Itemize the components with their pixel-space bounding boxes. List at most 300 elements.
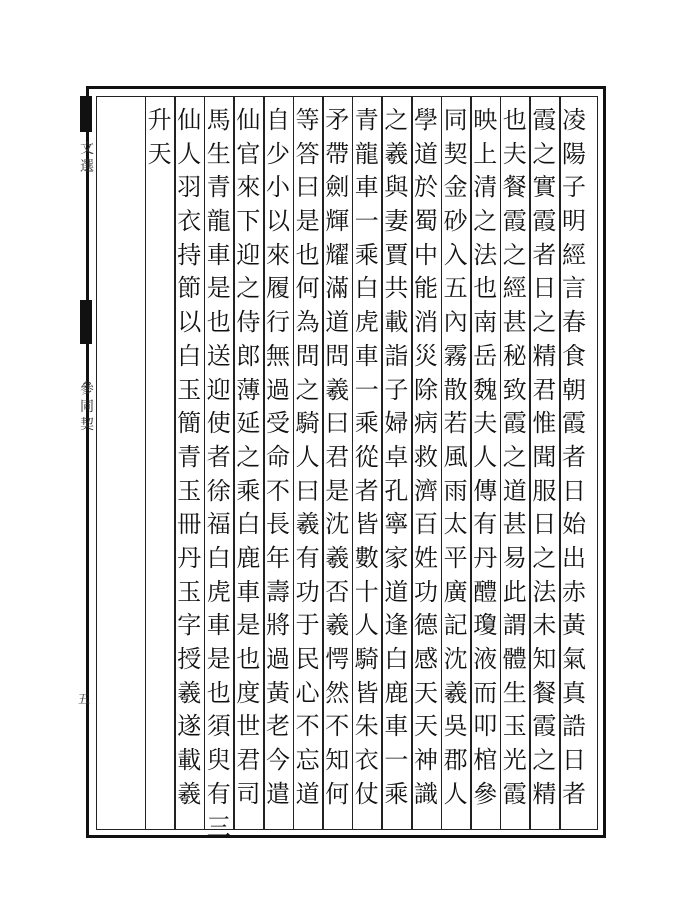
character: 實 bbox=[532, 173, 557, 202]
character: 散 bbox=[443, 375, 468, 404]
character: 白 bbox=[236, 510, 261, 539]
character: 輝 bbox=[325, 207, 350, 236]
character: 朝 bbox=[562, 375, 586, 404]
character: 是 bbox=[206, 645, 231, 673]
character: 以 bbox=[266, 207, 290, 236]
character: 寧 bbox=[384, 510, 409, 539]
character: 識 bbox=[414, 779, 438, 808]
character: 霞 bbox=[532, 207, 557, 236]
character: 今 bbox=[266, 746, 290, 775]
character: 玉 bbox=[502, 712, 527, 741]
character: 者 bbox=[562, 779, 586, 808]
character: 霞 bbox=[562, 409, 586, 438]
character: 騎 bbox=[354, 645, 379, 673]
character: 之 bbox=[384, 106, 409, 134]
character: 三 bbox=[206, 813, 231, 842]
character: 雨 bbox=[443, 476, 468, 505]
character: 然 bbox=[325, 678, 350, 707]
character: 以 bbox=[177, 308, 202, 337]
ink-blot bbox=[80, 96, 92, 132]
character: 車 bbox=[354, 173, 379, 202]
edge-subtitle bbox=[80, 380, 96, 434]
character: 車 bbox=[236, 577, 261, 606]
character: 有 bbox=[206, 779, 231, 808]
character: 道 bbox=[502, 476, 527, 505]
character: 秘 bbox=[502, 341, 527, 370]
character: 侍 bbox=[236, 308, 261, 337]
character: 羲 bbox=[325, 375, 350, 404]
character: 食 bbox=[562, 341, 586, 370]
character: 人 bbox=[443, 779, 468, 808]
character: 學 bbox=[414, 106, 438, 134]
character: 龍 bbox=[206, 207, 231, 236]
character: 羲 bbox=[325, 611, 350, 640]
character: 賈 bbox=[384, 240, 409, 269]
character: 同 bbox=[443, 106, 468, 134]
character: 人 bbox=[177, 139, 202, 168]
character: 德 bbox=[414, 611, 438, 640]
character: 入 bbox=[443, 240, 468, 269]
column-rule bbox=[441, 96, 443, 830]
character: 精 bbox=[532, 341, 557, 370]
character: 玉 bbox=[177, 476, 202, 505]
character: 度 bbox=[236, 678, 261, 707]
character: 玉 bbox=[177, 375, 202, 404]
character: 十 bbox=[354, 577, 379, 606]
character: 車 bbox=[206, 611, 231, 640]
character: 法 bbox=[473, 240, 498, 269]
character: 乘 bbox=[354, 409, 379, 438]
character: 過 bbox=[266, 375, 290, 404]
character: 問 bbox=[325, 341, 350, 370]
character: 甚 bbox=[502, 308, 527, 337]
character: 乘 bbox=[236, 476, 261, 505]
character: 劍 bbox=[325, 173, 350, 202]
character: 參 bbox=[473, 779, 498, 808]
character: 是 bbox=[236, 611, 261, 640]
character: 也 bbox=[236, 645, 261, 673]
character: 者 bbox=[206, 442, 231, 471]
character: 遣 bbox=[266, 779, 290, 808]
character: 體 bbox=[502, 645, 527, 673]
column-rule bbox=[500, 96, 502, 830]
character: 滿 bbox=[325, 274, 350, 303]
column-rule bbox=[233, 96, 235, 830]
character: 之 bbox=[532, 308, 557, 337]
character: 人 bbox=[354, 611, 379, 640]
character: 騎 bbox=[295, 409, 320, 438]
character: 仙 bbox=[177, 106, 202, 134]
text-column-6 bbox=[412, 104, 440, 811]
character: 君 bbox=[325, 442, 350, 471]
character: 耀 bbox=[325, 240, 350, 269]
character: 霞 bbox=[502, 779, 527, 808]
character: 若 bbox=[443, 409, 468, 438]
character: 之 bbox=[295, 375, 320, 404]
character: 消 bbox=[414, 308, 438, 337]
character: 精 bbox=[532, 779, 557, 808]
character: 病 bbox=[414, 409, 438, 438]
character: 有 bbox=[295, 543, 320, 572]
character: 福 bbox=[206, 510, 231, 539]
character: 魏 bbox=[473, 375, 498, 404]
character: 婦 bbox=[384, 409, 409, 438]
character: 妻 bbox=[384, 207, 409, 236]
character: 數 bbox=[354, 543, 379, 572]
text-column-11 bbox=[264, 104, 292, 811]
character: 簡 bbox=[177, 409, 202, 438]
character: 謂 bbox=[502, 611, 527, 640]
character: 子 bbox=[562, 173, 586, 202]
character: 日 bbox=[562, 476, 586, 505]
character: 也 bbox=[206, 308, 231, 337]
character: 聞 bbox=[532, 442, 557, 471]
character: 世 bbox=[236, 712, 261, 741]
character: 忘 bbox=[295, 746, 320, 775]
character: 司 bbox=[236, 779, 261, 808]
text-column-1 bbox=[560, 104, 588, 811]
character: 老 bbox=[266, 712, 290, 741]
character: 瓊 bbox=[473, 611, 498, 640]
character: 羲 bbox=[177, 779, 202, 808]
character: 民 bbox=[295, 645, 320, 673]
character: 官 bbox=[236, 139, 261, 168]
character: 壽 bbox=[266, 577, 290, 606]
character: 清 bbox=[473, 173, 498, 202]
character: 記 bbox=[443, 611, 468, 640]
character: 除 bbox=[414, 375, 438, 404]
character: 車 bbox=[206, 240, 231, 269]
character: 也 bbox=[206, 678, 231, 707]
text-column-9 bbox=[323, 104, 351, 811]
text-column-15 bbox=[146, 104, 174, 171]
character: 一 bbox=[354, 207, 379, 236]
character: 乘 bbox=[354, 240, 379, 269]
character: 延 bbox=[236, 409, 261, 438]
character: 霧 bbox=[443, 341, 468, 370]
character: 道 bbox=[325, 308, 350, 337]
character: 來 bbox=[266, 240, 290, 269]
character: 羲 bbox=[384, 139, 409, 168]
character: 逢 bbox=[384, 611, 409, 640]
character: 青 bbox=[354, 106, 379, 134]
edge-title-text: 文選 bbox=[80, 141, 94, 175]
character: 自 bbox=[266, 106, 290, 134]
character: 行 bbox=[266, 308, 290, 337]
text-column-2 bbox=[530, 104, 558, 811]
character: 升 bbox=[147, 106, 172, 134]
character: 曰 bbox=[325, 409, 350, 438]
character: 虎 bbox=[206, 577, 231, 606]
character: 愕 bbox=[325, 645, 350, 673]
character: 之 bbox=[502, 442, 527, 471]
character: 字 bbox=[177, 611, 202, 640]
character: 濟 bbox=[414, 476, 438, 505]
character: 沈 bbox=[443, 645, 468, 673]
character: 此 bbox=[502, 577, 527, 606]
character: 小 bbox=[266, 173, 290, 202]
character: 過 bbox=[266, 645, 290, 673]
character: 子 bbox=[384, 375, 409, 404]
column-rule bbox=[322, 96, 324, 830]
character: 卓 bbox=[384, 442, 409, 471]
character: 生 bbox=[502, 678, 527, 707]
character: 迎 bbox=[236, 240, 261, 269]
character: 氣 bbox=[562, 645, 586, 673]
character: 白 bbox=[354, 274, 379, 303]
character: 知 bbox=[532, 645, 557, 673]
character: 日 bbox=[562, 746, 586, 775]
character: 出 bbox=[562, 543, 586, 572]
character: 從 bbox=[354, 442, 379, 471]
character: 災 bbox=[414, 341, 438, 370]
character: 之 bbox=[532, 543, 557, 572]
character: 上 bbox=[473, 139, 498, 168]
character: 鹿 bbox=[384, 678, 409, 707]
character: 之 bbox=[236, 442, 261, 471]
character: 黃 bbox=[562, 611, 586, 640]
character: 否 bbox=[325, 577, 350, 606]
character: 感 bbox=[414, 645, 438, 673]
character: 始 bbox=[562, 510, 586, 539]
character: 凌 bbox=[562, 106, 586, 134]
character: 須 bbox=[206, 712, 231, 741]
character: 甚 bbox=[502, 510, 527, 539]
character: 有 bbox=[473, 510, 498, 539]
character: 液 bbox=[473, 645, 498, 673]
character: 契 bbox=[443, 139, 468, 168]
character: 岳 bbox=[473, 341, 498, 370]
character: 冊 bbox=[177, 510, 202, 539]
character: 少 bbox=[266, 139, 290, 168]
character: 風 bbox=[443, 442, 468, 471]
character: 日 bbox=[532, 274, 557, 303]
character: 道 bbox=[295, 779, 320, 808]
character: 者 bbox=[354, 476, 379, 505]
text-column-7 bbox=[382, 104, 410, 811]
character: 孔 bbox=[384, 476, 409, 505]
character: 君 bbox=[532, 375, 557, 404]
column-rule bbox=[263, 96, 265, 830]
character: 之 bbox=[532, 139, 557, 168]
character: 人 bbox=[295, 442, 320, 471]
character: 朱 bbox=[354, 712, 379, 741]
character: 詣 bbox=[384, 341, 409, 370]
character: 將 bbox=[266, 611, 290, 640]
character: 經 bbox=[562, 240, 586, 269]
character: 馬 bbox=[206, 106, 231, 134]
character: 也 bbox=[295, 240, 320, 269]
character: 君 bbox=[236, 746, 261, 775]
character: 車 bbox=[354, 341, 379, 370]
character: 受 bbox=[266, 409, 290, 438]
character: 長 bbox=[266, 510, 290, 539]
character: 神 bbox=[414, 746, 438, 775]
character: 之 bbox=[532, 746, 557, 775]
character: 是 bbox=[325, 476, 350, 505]
character: 內 bbox=[443, 308, 468, 337]
character: 道 bbox=[384, 577, 409, 606]
character: 霞 bbox=[502, 207, 527, 236]
character: 為 bbox=[295, 308, 320, 337]
character: 皆 bbox=[354, 678, 379, 707]
character: 之 bbox=[502, 240, 527, 269]
character: 明 bbox=[562, 207, 586, 236]
character: 命 bbox=[266, 442, 290, 471]
character: 餐 bbox=[502, 173, 527, 202]
character: 餐 bbox=[532, 678, 557, 707]
character: 節 bbox=[177, 274, 202, 303]
character: 羲 bbox=[295, 510, 320, 539]
character: 皆 bbox=[354, 510, 379, 539]
character: 持 bbox=[177, 240, 202, 269]
column-rule bbox=[293, 96, 295, 830]
character: 龍 bbox=[354, 139, 379, 168]
character: 仙 bbox=[236, 106, 261, 134]
character: 徐 bbox=[206, 476, 231, 505]
character: 經 bbox=[502, 274, 527, 303]
character: 衣 bbox=[177, 207, 202, 236]
character: 臾 bbox=[206, 746, 231, 775]
character: 誥 bbox=[562, 712, 586, 741]
character: 陽 bbox=[562, 139, 586, 168]
character: 來 bbox=[236, 173, 261, 202]
character: 之 bbox=[473, 207, 498, 236]
character: 姓 bbox=[414, 543, 438, 572]
character: 天 bbox=[414, 712, 438, 741]
character: 與 bbox=[384, 173, 409, 202]
character: 虎 bbox=[354, 308, 379, 337]
character: 答 bbox=[295, 139, 320, 168]
character: 沈 bbox=[325, 510, 350, 539]
character: 太 bbox=[443, 510, 468, 539]
character: 南 bbox=[473, 308, 498, 337]
character: 中 bbox=[414, 240, 438, 269]
character: 授 bbox=[177, 645, 202, 673]
character: 心 bbox=[295, 678, 320, 707]
character: 一 bbox=[384, 746, 409, 775]
character: 郎 bbox=[236, 341, 261, 370]
character: 者 bbox=[532, 240, 557, 269]
character: 救 bbox=[414, 442, 438, 471]
character: 砂 bbox=[443, 207, 468, 236]
character: 平 bbox=[443, 543, 468, 572]
text-column-12 bbox=[234, 104, 262, 811]
text-column-8 bbox=[353, 104, 381, 811]
ink-blot bbox=[80, 300, 92, 344]
character: 春 bbox=[562, 308, 586, 337]
character: 車 bbox=[384, 712, 409, 741]
character: 服 bbox=[532, 476, 557, 505]
edge-title bbox=[80, 140, 96, 176]
character: 白 bbox=[206, 543, 231, 572]
character: 帶 bbox=[325, 139, 350, 168]
character: 吳 bbox=[443, 712, 468, 741]
character: 夫 bbox=[473, 409, 498, 438]
text-column-5 bbox=[442, 104, 470, 811]
character: 天 bbox=[147, 139, 172, 168]
character: 曰 bbox=[295, 173, 320, 202]
character: 不 bbox=[295, 712, 320, 741]
character: 衣 bbox=[354, 746, 379, 775]
column-rule bbox=[470, 96, 472, 830]
column-rule bbox=[174, 96, 176, 830]
character: 五 bbox=[443, 274, 468, 303]
character: 白 bbox=[384, 645, 409, 673]
character: 功 bbox=[295, 577, 320, 606]
character: 真 bbox=[562, 678, 586, 707]
character: 光 bbox=[502, 746, 527, 775]
character: 載 bbox=[177, 746, 202, 775]
character: 人 bbox=[473, 442, 498, 471]
character: 羽 bbox=[177, 173, 202, 202]
character: 送 bbox=[206, 341, 231, 370]
character: 何 bbox=[325, 779, 350, 808]
text-column-14 bbox=[175, 104, 203, 811]
character: 不 bbox=[266, 476, 290, 505]
character: 羲 bbox=[177, 678, 202, 707]
character: 之 bbox=[236, 274, 261, 303]
character: 問 bbox=[295, 341, 320, 370]
character: 白 bbox=[177, 341, 202, 370]
character: 天 bbox=[414, 678, 438, 707]
text-column-3 bbox=[501, 104, 529, 811]
column-rule bbox=[352, 96, 354, 830]
character: 遂 bbox=[177, 712, 202, 741]
character: 乘 bbox=[384, 779, 409, 808]
character: 是 bbox=[206, 274, 231, 303]
character: 霞 bbox=[532, 106, 557, 134]
character: 等 bbox=[295, 106, 320, 134]
character: 無 bbox=[266, 341, 290, 370]
character: 仗 bbox=[354, 779, 379, 808]
character: 也 bbox=[473, 274, 498, 303]
character: 郡 bbox=[443, 746, 468, 775]
character: 生 bbox=[206, 139, 231, 168]
character: 曰 bbox=[295, 476, 320, 505]
text-column-13 bbox=[205, 104, 233, 845]
character: 玉 bbox=[177, 577, 202, 606]
character: 履 bbox=[266, 274, 290, 303]
character: 言 bbox=[562, 274, 586, 303]
column-rule bbox=[381, 96, 383, 830]
character: 日 bbox=[532, 510, 557, 539]
character: 法 bbox=[532, 577, 557, 606]
character: 丹 bbox=[473, 543, 498, 572]
character: 羲 bbox=[443, 678, 468, 707]
character: 迎 bbox=[206, 375, 231, 404]
character: 易 bbox=[502, 543, 527, 572]
character: 一 bbox=[354, 375, 379, 404]
edge-subtitle-text: 參同契 bbox=[80, 381, 94, 433]
character: 年 bbox=[266, 543, 290, 572]
character: 使 bbox=[206, 409, 231, 438]
character: 鹿 bbox=[236, 543, 261, 572]
character: 棺 bbox=[473, 746, 498, 775]
character: 青 bbox=[177, 442, 202, 471]
character: 霞 bbox=[532, 712, 557, 741]
character: 叩 bbox=[473, 712, 498, 741]
text-column-10 bbox=[294, 104, 322, 811]
column-rule bbox=[411, 96, 413, 830]
character: 傳 bbox=[473, 476, 498, 505]
character: 醴 bbox=[473, 577, 498, 606]
character: 也 bbox=[502, 106, 527, 134]
character: 霞 bbox=[502, 409, 527, 438]
character: 能 bbox=[414, 274, 438, 303]
character: 百 bbox=[414, 510, 438, 539]
character: 廣 bbox=[443, 577, 468, 606]
